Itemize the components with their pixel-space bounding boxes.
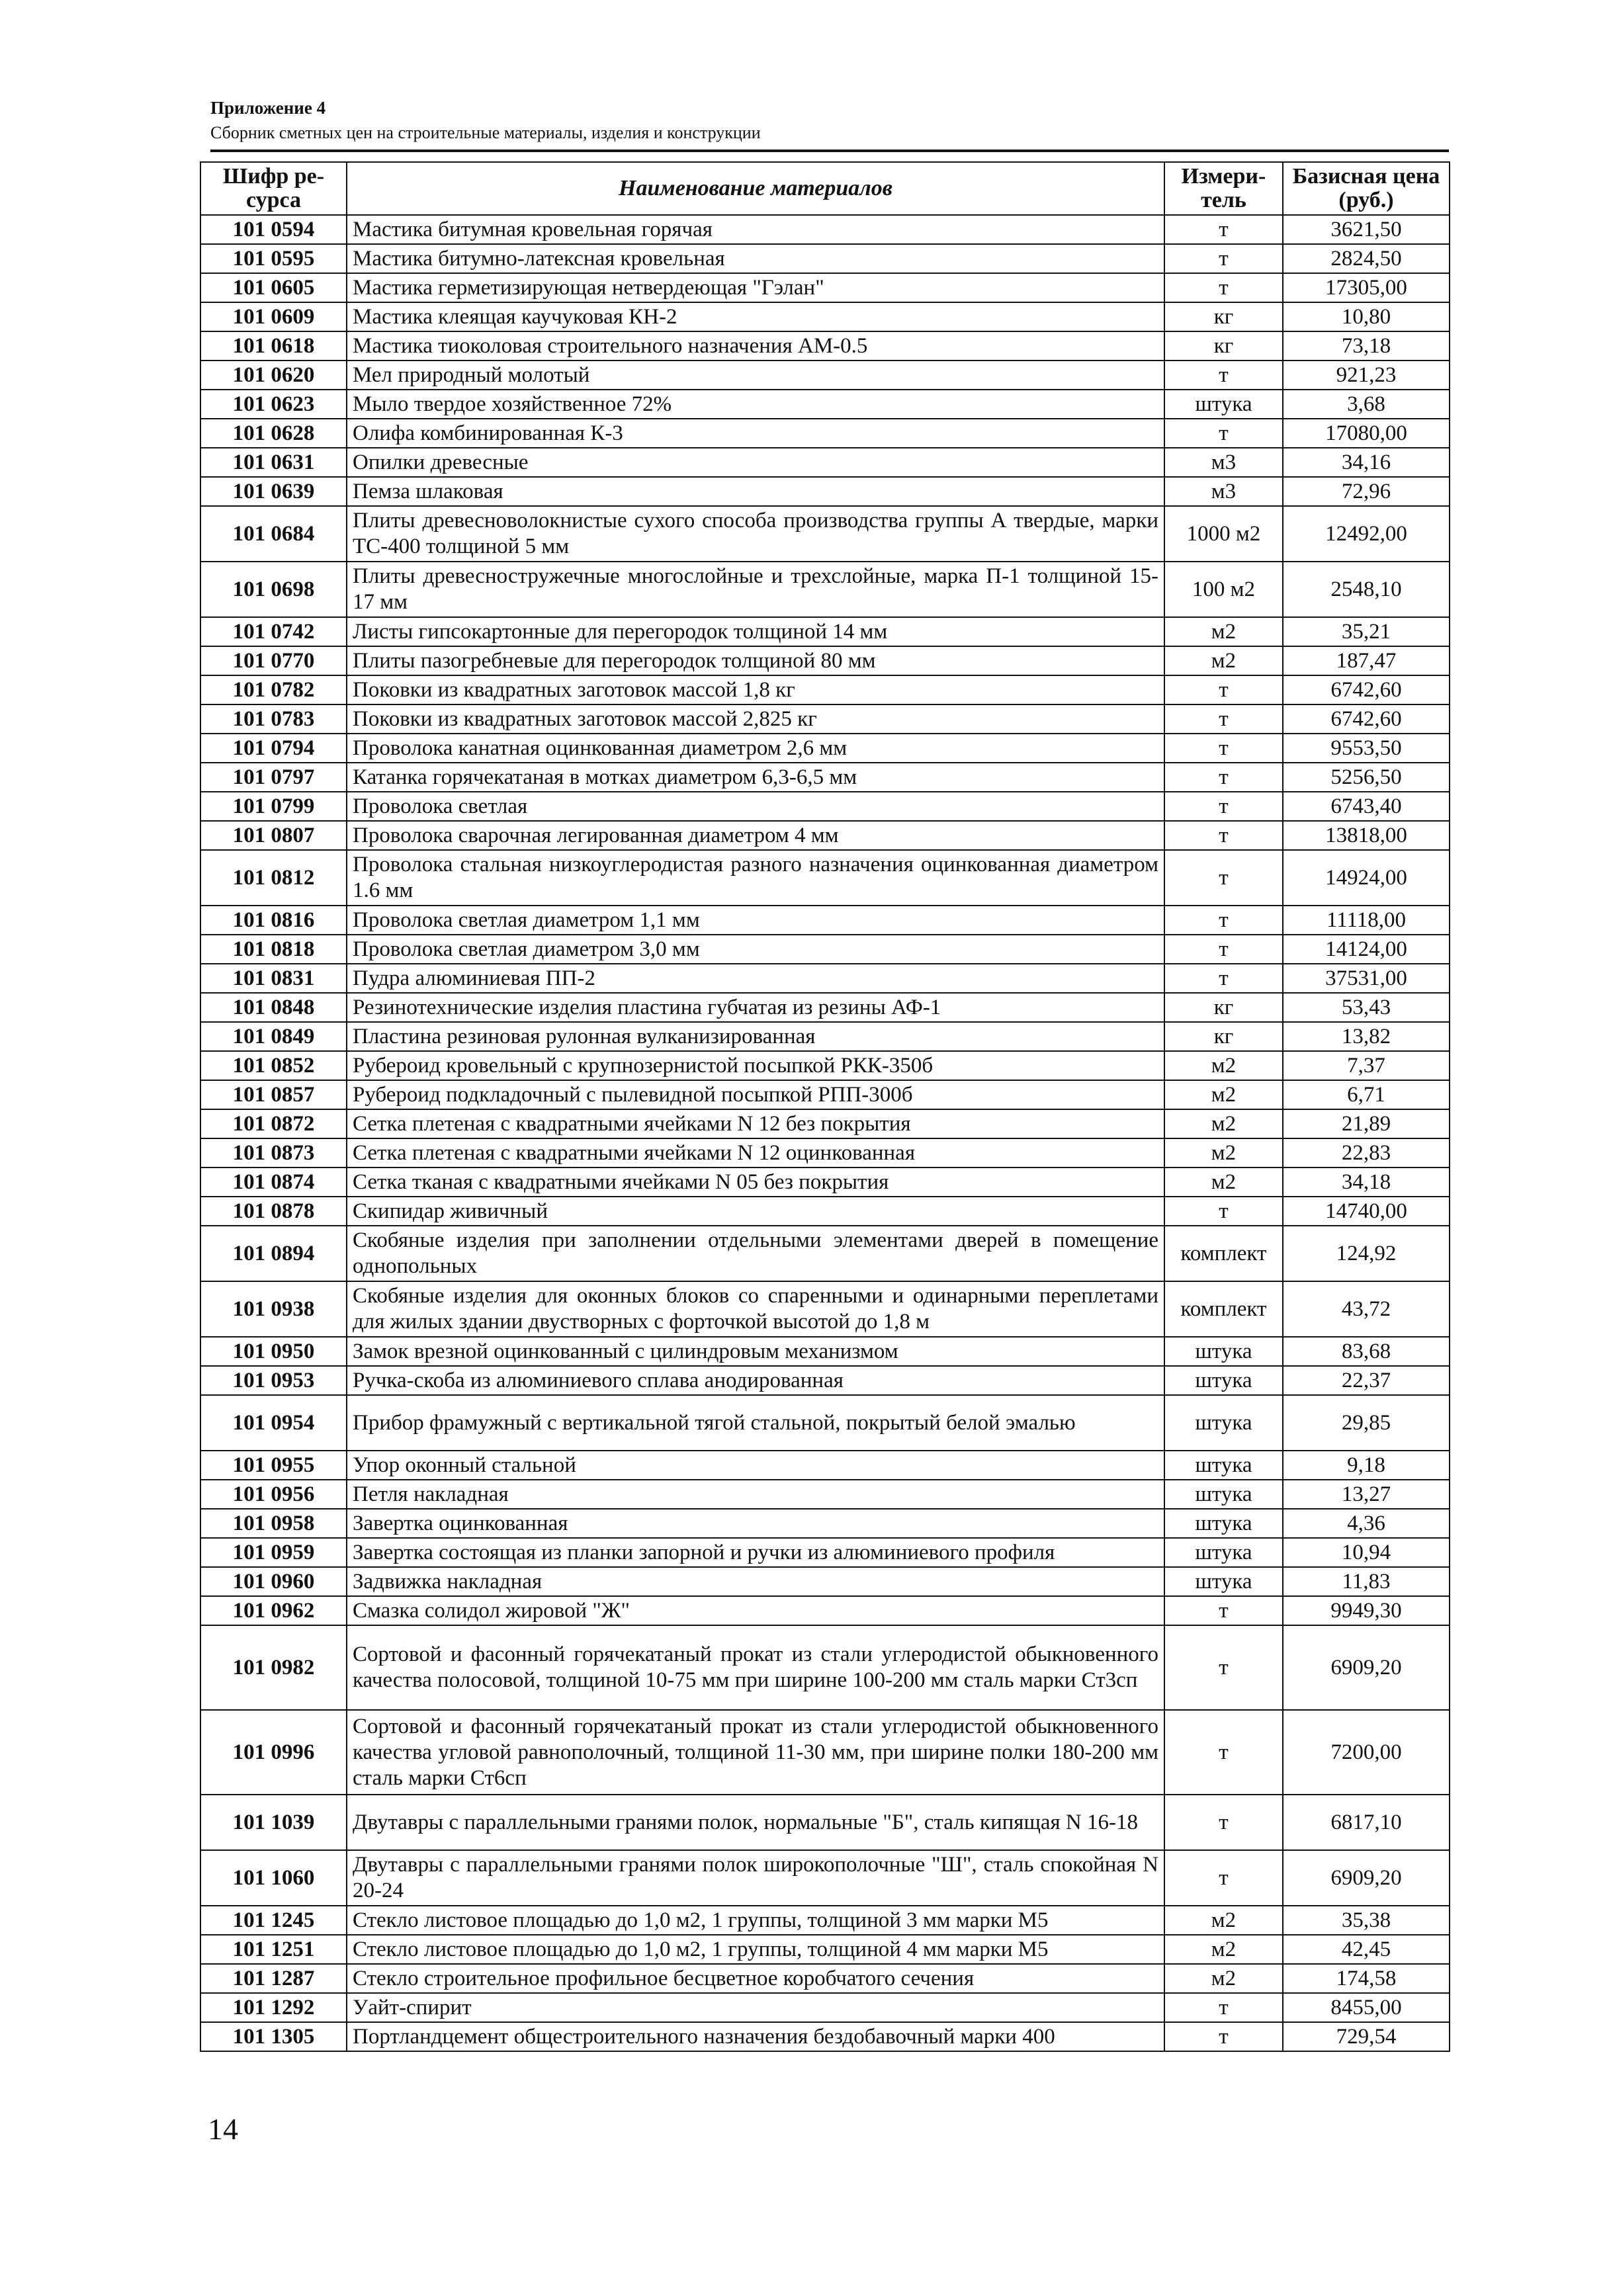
cell-price: 5256,50 bbox=[1283, 763, 1450, 792]
cell-name: Скипидар живичный bbox=[347, 1197, 1164, 1226]
cell-price: 6742,60 bbox=[1283, 704, 1450, 734]
cell-unit: м3 bbox=[1164, 477, 1283, 506]
cell-price: 73,18 bbox=[1283, 331, 1450, 361]
cell-unit: штука bbox=[1164, 1395, 1283, 1451]
cell-unit: т bbox=[1164, 273, 1283, 302]
table-row bbox=[200, 617, 1450, 646]
table-row bbox=[200, 763, 1450, 792]
cell-price: 14740,00 bbox=[1283, 1197, 1450, 1226]
table-row bbox=[200, 675, 1450, 704]
table-row bbox=[200, 1366, 1450, 1395]
table-row bbox=[200, 1226, 1450, 1281]
cell-code: 101 0684 bbox=[200, 506, 347, 562]
cell-unit: штука bbox=[1164, 1451, 1283, 1480]
cell-price: 9,18 bbox=[1283, 1451, 1450, 1480]
table-header-row bbox=[200, 162, 1450, 215]
cell-price: 21,89 bbox=[1283, 1109, 1450, 1138]
cell-unit: штука bbox=[1164, 1538, 1283, 1567]
table-row bbox=[200, 302, 1450, 331]
table-row bbox=[200, 1710, 1450, 1795]
cell-name: Мастика битумно-латексная кровельная bbox=[347, 244, 1164, 273]
cell-price: 6743,40 bbox=[1283, 792, 1450, 821]
cell-code: 101 1305 bbox=[200, 2022, 347, 2051]
cell-price: 10,80 bbox=[1283, 302, 1450, 331]
table-row bbox=[200, 993, 1450, 1022]
cell-unit: т bbox=[1164, 906, 1283, 935]
cell-code: 101 1251 bbox=[200, 1935, 347, 1964]
cell-price: 11118,00 bbox=[1283, 906, 1450, 935]
table-row bbox=[200, 331, 1450, 361]
cell-name: Стекло листовое площадью до 1,0 м2, 1 группы, толщиной 4 мм марки М5 bbox=[347, 1935, 1164, 1964]
cell-code: 101 0623 bbox=[200, 390, 347, 419]
cell-unit: м2 bbox=[1164, 1964, 1283, 1993]
cell-unit: комплект bbox=[1164, 1281, 1283, 1337]
cell-code: 101 0848 bbox=[200, 993, 347, 1022]
cell-price: 11,83 bbox=[1283, 1567, 1450, 1596]
cell-unit: комплект bbox=[1164, 1226, 1283, 1281]
cell-unit: т bbox=[1164, 419, 1283, 448]
cell-code: 101 0807 bbox=[200, 821, 347, 850]
header-rule bbox=[210, 149, 1449, 152]
cell-price: 3621,50 bbox=[1283, 215, 1450, 244]
cell-code: 101 0799 bbox=[200, 792, 347, 821]
price-table bbox=[200, 161, 1450, 2052]
cell-name: Стекло листовое площадью до 1,0 м2, 1 группы, толщиной 3 мм марки М5 bbox=[347, 1906, 1164, 1935]
cell-unit: 1000 м2 bbox=[1164, 506, 1283, 562]
table-row bbox=[200, 1964, 1450, 1993]
cell-code: 101 0956 bbox=[200, 1480, 347, 1509]
cell-price: 174,58 bbox=[1283, 1964, 1450, 1993]
table-row bbox=[200, 361, 1450, 390]
cell-price: 729,54 bbox=[1283, 2022, 1450, 2051]
cell-name: Мастика герметизирующая нетвердеющая "Гэлан" bbox=[347, 273, 1164, 302]
cell-name: Мастика битумная кровельная горячая bbox=[347, 215, 1164, 244]
table-row bbox=[200, 1567, 1450, 1596]
cell-price: 29,85 bbox=[1283, 1395, 1450, 1451]
table-row bbox=[200, 1795, 1450, 1850]
cell-code: 101 0894 bbox=[200, 1226, 347, 1281]
cell-code: 101 1287 bbox=[200, 1964, 347, 1993]
cell-name: Прибор фрамужный с вертикальной тягой стальной, покрытый белой эмалью bbox=[347, 1395, 1164, 1451]
cell-code: 101 0595 bbox=[200, 244, 347, 273]
cell-code: 101 0852 bbox=[200, 1051, 347, 1080]
cell-code: 101 0631 bbox=[200, 448, 347, 477]
cell-unit: т bbox=[1164, 734, 1283, 763]
table-row bbox=[200, 244, 1450, 273]
cell-price: 22,37 bbox=[1283, 1366, 1450, 1395]
cell-code: 101 0878 bbox=[200, 1197, 347, 1226]
cell-unit: т bbox=[1164, 1795, 1283, 1850]
cell-name: Проволока стальная низкоуглеродистая разного назначения оцинкованная диаметром 1.6 мм bbox=[347, 850, 1164, 906]
table-row bbox=[200, 1625, 1450, 1710]
table-row bbox=[200, 1051, 1450, 1080]
cell-code: 101 0797 bbox=[200, 763, 347, 792]
cell-price: 124,92 bbox=[1283, 1226, 1450, 1281]
table-row bbox=[200, 850, 1450, 906]
cell-name: Мыло твердое хозяйственное 72% bbox=[347, 390, 1164, 419]
cell-unit: кг bbox=[1164, 993, 1283, 1022]
cell-unit: штука bbox=[1164, 1567, 1283, 1596]
cell-price: 13818,00 bbox=[1283, 821, 1450, 850]
cell-price: 7,37 bbox=[1283, 1051, 1450, 1080]
cell-name: Проволока канатная оцинкованная диаметром 2,6 мм bbox=[347, 734, 1164, 763]
table-row bbox=[200, 1935, 1450, 1964]
cell-name: Двутавры с параллельными гранями полок широкополочные "Ш", сталь спокойная N 20-24 bbox=[347, 1850, 1164, 1906]
table-row bbox=[200, 448, 1450, 477]
table-row bbox=[200, 792, 1450, 821]
cell-name: Сортовой и фасонный горячекатаный прокат из стали углеродистой обыкновенного качества угловой равнополочный, толщиной 11-30 мм, при ширине полки 180-200 мм сталь марки Ст6сп bbox=[347, 1710, 1164, 1795]
cell-name: Пластина резиновая рулонная вулканизированная bbox=[347, 1022, 1164, 1051]
cell-code: 101 0698 bbox=[200, 562, 347, 617]
cell-name: Сортовой и фасонный горячекатаный прокат из стали углеродистой обыкновенного качества полосовой, толщиной 10-75 мм при ширине 100-200 мм сталь марки Ст3сп bbox=[347, 1625, 1164, 1710]
cell-code: 101 0982 bbox=[200, 1625, 347, 1710]
cell-code: 101 1060 bbox=[200, 1850, 347, 1906]
cell-unit: штука bbox=[1164, 1480, 1283, 1509]
cell-name: Поковки из квадратных заготовок массой 2,825 кг bbox=[347, 704, 1164, 734]
cell-unit: т bbox=[1164, 361, 1283, 390]
table-row bbox=[200, 1480, 1450, 1509]
cell-unit: т bbox=[1164, 1993, 1283, 2022]
cell-price: 9949,30 bbox=[1283, 1596, 1450, 1625]
cell-price: 921,23 bbox=[1283, 361, 1450, 390]
cell-price: 72,96 bbox=[1283, 477, 1450, 506]
column-header-price: Базисная цена (руб.) bbox=[1283, 162, 1450, 215]
cell-price: 2548,10 bbox=[1283, 562, 1450, 617]
column-header-name: Наименование материалов bbox=[347, 162, 1164, 215]
cell-price: 37531,00 bbox=[1283, 964, 1450, 993]
cell-unit: м2 bbox=[1164, 1080, 1283, 1109]
cell-price: 42,45 bbox=[1283, 1935, 1450, 1964]
table-row bbox=[200, 562, 1450, 617]
cell-name: Двутавры с параллельными гранями полок, нормальные "Б", сталь кипящая N 16-18 bbox=[347, 1795, 1164, 1850]
cell-code: 101 0812 bbox=[200, 850, 347, 906]
cell-code: 101 0794 bbox=[200, 734, 347, 763]
appendix-title: Приложение 4 bbox=[210, 98, 326, 118]
cell-name: Скобяные изделия для оконных блоков со спаренными и одинарными переплетами для жилых здании двустворных с форточкой высотой до 1,8 м bbox=[347, 1281, 1164, 1337]
cell-price: 187,47 bbox=[1283, 646, 1450, 675]
cell-code: 101 0958 bbox=[200, 1509, 347, 1538]
cell-name: Проволока сварочная легированная диаметром 4 мм bbox=[347, 821, 1164, 850]
cell-price: 10,94 bbox=[1283, 1538, 1450, 1567]
table-row bbox=[200, 477, 1450, 506]
cell-name: Пудра алюминиевая ПП-2 bbox=[347, 964, 1164, 993]
cell-unit: т bbox=[1164, 1197, 1283, 1226]
cell-code: 101 0628 bbox=[200, 419, 347, 448]
cell-name: Упор оконный стальной bbox=[347, 1451, 1164, 1480]
cell-code: 101 0962 bbox=[200, 1596, 347, 1625]
cell-unit: т bbox=[1164, 964, 1283, 993]
table-row bbox=[200, 1538, 1450, 1567]
cell-price: 7200,00 bbox=[1283, 1710, 1450, 1795]
cell-name: Скобяные изделия при заполнении отдельными элементами дверей в помещение однопольных bbox=[347, 1226, 1164, 1281]
cell-code: 101 1039 bbox=[200, 1795, 347, 1850]
cell-price: 6909,20 bbox=[1283, 1625, 1450, 1710]
table-row bbox=[200, 273, 1450, 302]
cell-code: 101 0872 bbox=[200, 1109, 347, 1138]
cell-price: 6817,10 bbox=[1283, 1795, 1450, 1850]
cell-code: 101 0620 bbox=[200, 361, 347, 390]
table-row bbox=[200, 821, 1450, 850]
cell-code: 101 0639 bbox=[200, 477, 347, 506]
cell-code: 101 1292 bbox=[200, 1993, 347, 2022]
cell-code: 101 0818 bbox=[200, 935, 347, 964]
cell-price: 83,68 bbox=[1283, 1337, 1450, 1366]
cell-name: Листы гипсокартонные для перегородок толщиной 14 мм bbox=[347, 617, 1164, 646]
table-row bbox=[200, 1993, 1450, 2022]
cell-price: 13,82 bbox=[1283, 1022, 1450, 1051]
table-row bbox=[200, 1906, 1450, 1935]
table-row bbox=[200, 935, 1450, 964]
cell-price: 6909,20 bbox=[1283, 1850, 1450, 1906]
cell-code: 101 0816 bbox=[200, 906, 347, 935]
cell-code: 101 0959 bbox=[200, 1538, 347, 1567]
cell-unit: штука bbox=[1164, 1366, 1283, 1395]
cell-code: 101 0770 bbox=[200, 646, 347, 675]
cell-name: Плиты пазогребневые для перегородок толщиной 80 мм bbox=[347, 646, 1164, 675]
cell-code: 101 0955 bbox=[200, 1451, 347, 1480]
table-row bbox=[200, 1395, 1450, 1451]
cell-price: 6742,60 bbox=[1283, 675, 1450, 704]
table-row bbox=[200, 215, 1450, 244]
cell-price: 3,68 bbox=[1283, 390, 1450, 419]
table-row bbox=[200, 964, 1450, 993]
cell-unit: кг bbox=[1164, 1022, 1283, 1051]
table-row bbox=[200, 906, 1450, 935]
cell-name: Олифа комбинированная К-3 bbox=[347, 419, 1164, 448]
cell-code: 101 0857 bbox=[200, 1080, 347, 1109]
cell-price: 34,16 bbox=[1283, 448, 1450, 477]
table-row bbox=[200, 1080, 1450, 1109]
table-body bbox=[200, 215, 1450, 2051]
cell-code: 101 0831 bbox=[200, 964, 347, 993]
cell-name: Завертка оцинкованная bbox=[347, 1509, 1164, 1538]
cell-name: Мастика клеящая каучуковая КН-2 bbox=[347, 302, 1164, 331]
cell-unit: кг bbox=[1164, 331, 1283, 361]
cell-name: Рубероид кровельный с крупнозернистой посыпкой РКК-350б bbox=[347, 1051, 1164, 1080]
cell-unit: т bbox=[1164, 704, 1283, 734]
cell-name: Пемза шлаковая bbox=[347, 477, 1164, 506]
cell-price: 8455,00 bbox=[1283, 1993, 1450, 2022]
cell-code: 101 1245 bbox=[200, 1906, 347, 1935]
cell-unit: штука bbox=[1164, 1337, 1283, 1366]
cell-unit: м2 bbox=[1164, 646, 1283, 675]
cell-price: 4,36 bbox=[1283, 1509, 1450, 1538]
cell-unit: т bbox=[1164, 763, 1283, 792]
cell-unit: т bbox=[1164, 935, 1283, 964]
cell-price: 43,72 bbox=[1283, 1281, 1450, 1337]
cell-code: 101 0594 bbox=[200, 215, 347, 244]
cell-unit: 100 м2 bbox=[1164, 562, 1283, 617]
table-row bbox=[200, 734, 1450, 763]
cell-code: 101 0618 bbox=[200, 331, 347, 361]
cell-code: 101 0605 bbox=[200, 273, 347, 302]
cell-price: 12492,00 bbox=[1283, 506, 1450, 562]
cell-name: Задвижка накладная bbox=[347, 1567, 1164, 1596]
cell-code: 101 0782 bbox=[200, 675, 347, 704]
cell-price: 53,43 bbox=[1283, 993, 1450, 1022]
cell-name: Портландцемент общестроительного назначения бездобавочный марки 400 bbox=[347, 2022, 1164, 2051]
cell-code: 101 0953 bbox=[200, 1366, 347, 1395]
collection-subtitle: Сборник сметных цен на строительные материалы, изделия и конструкции bbox=[210, 123, 761, 142]
cell-unit: штука bbox=[1164, 1509, 1283, 1538]
cell-name: Сетка плетеная с квадратными ячейками N 12 без покрытия bbox=[347, 1109, 1164, 1138]
cell-unit: штука bbox=[1164, 390, 1283, 419]
table-row bbox=[200, 1509, 1450, 1538]
column-header-unit: Измери-тель bbox=[1164, 162, 1283, 215]
cell-unit: т bbox=[1164, 215, 1283, 244]
cell-price: 2824,50 bbox=[1283, 244, 1450, 273]
cell-name: Уайт-спирит bbox=[347, 1993, 1164, 2022]
cell-name: Проволока светлая диаметром 1,1 мм bbox=[347, 906, 1164, 935]
cell-unit: м2 bbox=[1164, 1935, 1283, 1964]
cell-name: Сетка тканая с квадратными ячейками N 05 без покрытия bbox=[347, 1168, 1164, 1197]
table-row bbox=[200, 1596, 1450, 1625]
cell-name: Поковки из квадратных заготовок массой 1,8 кг bbox=[347, 675, 1164, 704]
cell-name: Замок врезной оцинкованный с цилиндровым механизмом bbox=[347, 1337, 1164, 1366]
table-row bbox=[200, 646, 1450, 675]
table-row bbox=[200, 1451, 1450, 1480]
column-header-code: Шифр ре-сурса bbox=[200, 162, 347, 215]
cell-code: 101 0742 bbox=[200, 617, 347, 646]
cell-code: 101 0996 bbox=[200, 1710, 347, 1795]
table-row bbox=[200, 506, 1450, 562]
cell-unit: т bbox=[1164, 1710, 1283, 1795]
cell-unit: м2 bbox=[1164, 1906, 1283, 1935]
cell-price: 17080,00 bbox=[1283, 419, 1450, 448]
cell-price: 35,21 bbox=[1283, 617, 1450, 646]
cell-name: Петля накладная bbox=[347, 1480, 1164, 1509]
table-row bbox=[200, 419, 1450, 448]
cell-name: Стекло строительное профильное бесцветное коробчатого сечения bbox=[347, 1964, 1164, 1993]
cell-price: 22,83 bbox=[1283, 1138, 1450, 1168]
cell-unit: т bbox=[1164, 850, 1283, 906]
cell-price: 13,27 bbox=[1283, 1480, 1450, 1509]
cell-name: Завертка состоящая из планки запорной и ручки из алюминиевого профиля bbox=[347, 1538, 1164, 1567]
cell-name: Проволока светлая диаметром 3,0 мм bbox=[347, 935, 1164, 964]
table-row bbox=[200, 1337, 1450, 1366]
cell-unit: м2 bbox=[1164, 617, 1283, 646]
cell-unit: т bbox=[1164, 1596, 1283, 1625]
cell-unit: т bbox=[1164, 2022, 1283, 2051]
cell-name: Мел природный молотый bbox=[347, 361, 1164, 390]
cell-code: 101 0849 bbox=[200, 1022, 347, 1051]
cell-name: Смазка солидол жировой "Ж" bbox=[347, 1596, 1164, 1625]
cell-unit: м2 bbox=[1164, 1138, 1283, 1168]
cell-name: Резинотехнические изделия пластина губчатая из резины АФ-1 bbox=[347, 993, 1164, 1022]
cell-unit: т bbox=[1164, 821, 1283, 850]
cell-name: Проволока светлая bbox=[347, 792, 1164, 821]
table-row bbox=[200, 1281, 1450, 1337]
cell-code: 101 0954 bbox=[200, 1395, 347, 1451]
cell-name: Рубероид подкладочный с пылевидной посыпкой РПП-300б bbox=[347, 1080, 1164, 1109]
table-row bbox=[200, 390, 1450, 419]
table-row bbox=[200, 1850, 1450, 1906]
table-row bbox=[200, 2022, 1450, 2051]
cell-unit: м2 bbox=[1164, 1051, 1283, 1080]
cell-price: 34,18 bbox=[1283, 1168, 1450, 1197]
cell-name: Ручка-скоба из алюминиевого сплава анодированная bbox=[347, 1366, 1164, 1395]
cell-code: 101 0874 bbox=[200, 1168, 347, 1197]
cell-unit: т bbox=[1164, 675, 1283, 704]
cell-unit: т bbox=[1164, 1625, 1283, 1710]
cell-unit: кг bbox=[1164, 302, 1283, 331]
cell-unit: м2 bbox=[1164, 1109, 1283, 1138]
cell-code: 101 0873 bbox=[200, 1138, 347, 1168]
cell-price: 14124,00 bbox=[1283, 935, 1450, 964]
cell-price: 35,38 bbox=[1283, 1906, 1450, 1935]
cell-unit: т bbox=[1164, 792, 1283, 821]
cell-unit: т bbox=[1164, 1850, 1283, 1906]
cell-code: 101 0609 bbox=[200, 302, 347, 331]
table-row bbox=[200, 1168, 1450, 1197]
cell-unit: м2 bbox=[1164, 1168, 1283, 1197]
table-row bbox=[200, 1022, 1450, 1051]
cell-unit: м3 bbox=[1164, 448, 1283, 477]
table-row bbox=[200, 1197, 1450, 1226]
table-row bbox=[200, 1109, 1450, 1138]
cell-name: Плиты древесноволокнистые сухого способа производства группы А твердые, марки ТС-400 толщиной 5 мм bbox=[347, 506, 1164, 562]
cell-name: Плиты древесностружечные многослойные и трехслойные, марка П-1 толщиной 15-17 мм bbox=[347, 562, 1164, 617]
cell-name: Сетка плетеная с квадратными ячейками N 12 оцинкованная bbox=[347, 1138, 1164, 1168]
cell-price: 14924,00 bbox=[1283, 850, 1450, 906]
cell-price: 9553,50 bbox=[1283, 734, 1450, 763]
cell-code: 101 0950 bbox=[200, 1337, 347, 1366]
cell-name: Опилки древесные bbox=[347, 448, 1164, 477]
cell-price: 17305,00 bbox=[1283, 273, 1450, 302]
cell-unit: т bbox=[1164, 244, 1283, 273]
cell-name: Мастика тиоколовая строительного назначения АМ-0.5 bbox=[347, 331, 1164, 361]
cell-price: 6,71 bbox=[1283, 1080, 1450, 1109]
cell-code: 101 0783 bbox=[200, 704, 347, 734]
cell-name: Катанка горячекатаная в мотках диаметром 6,3-6,5 мм bbox=[347, 763, 1164, 792]
cell-code: 101 0960 bbox=[200, 1567, 347, 1596]
cell-code: 101 0938 bbox=[200, 1281, 347, 1337]
page-number: 14 bbox=[208, 2112, 238, 2146]
table-row bbox=[200, 1138, 1450, 1168]
table-row bbox=[200, 704, 1450, 734]
